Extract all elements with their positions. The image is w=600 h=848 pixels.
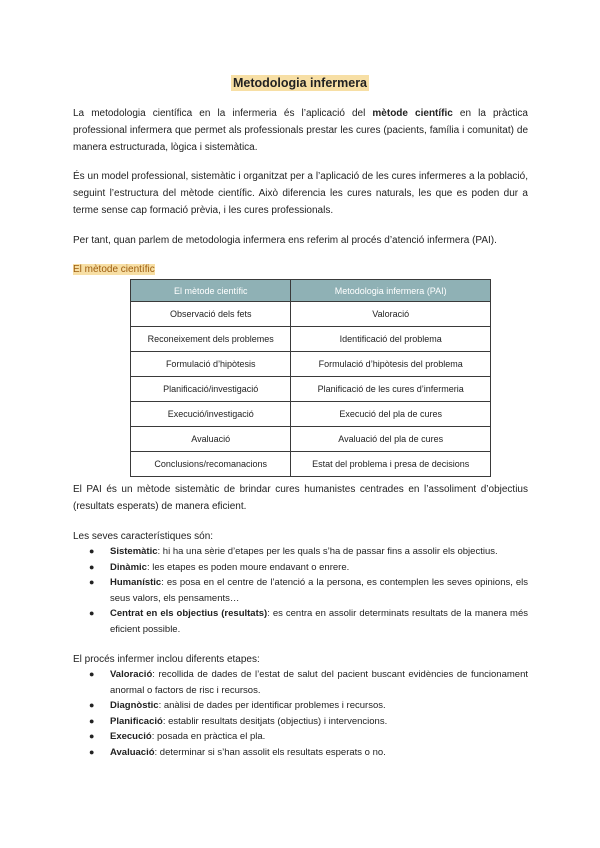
bullet-icon: ● <box>89 746 95 757</box>
intro-p1-a: La metodologia científica en la infermeria és l’aplicació del <box>73 108 373 119</box>
characteristics-intro: Les seves característiques són: <box>73 531 214 542</box>
intro-p1-bold: mètode científic <box>372 108 453 119</box>
table-cell: Execució/investigació <box>131 402 291 427</box>
characteristics-list <box>89 544 528 637</box>
list-item-term: Valoració <box>110 669 153 680</box>
list-item <box>89 606 528 637</box>
list-item <box>89 560 528 576</box>
list-item-term: Centrat en els objectius (resultats) <box>110 608 268 619</box>
bullet-icon: ● <box>89 577 95 587</box>
list-item-text: : es posa en el centre de l’atenció a la persona, es contemplen les seves opinions, els seus valors, els pensaments… <box>110 577 528 604</box>
table-cell: Formulació d’hipòtesis <box>131 352 291 377</box>
intro-paragraph-2: És un model professional, sistemàtic i organitzat per a l’aplicació de les cures infermeres a la població, seguint l’estructura del mètode científic. Això diferencia les cures naturals, les que es poden dur a terme sense cap formació prèvia, i les cures professionals. <box>73 171 528 216</box>
list-item-text: : determinar si s’han assolit els resultats esperats o no. <box>154 746 386 758</box>
table-cell: Reconeixement dels problemes <box>131 327 291 352</box>
bullet-icon: ● <box>89 731 95 741</box>
table-row <box>131 402 491 427</box>
table-row <box>131 427 491 452</box>
table-cell: Planificació de les cures d’infermeria <box>291 377 491 402</box>
table-row <box>131 377 491 402</box>
table-cell: Valoració <box>291 302 491 327</box>
intro-paragraph-3: Per tant, quan parlem de metodologia infermera ens referim al procés d’atenció infermera (PAI). <box>73 235 497 246</box>
table-cell: Observació dels fets <box>131 302 291 327</box>
table-cell: Avaluació del pla de cures <box>291 427 491 452</box>
list-item <box>89 729 528 745</box>
list-item <box>89 667 528 698</box>
list-item-term: Planificació <box>110 715 163 727</box>
section-title-text: El mètode científic <box>73 264 155 275</box>
bullet-icon: ● <box>89 715 95 726</box>
bullet-icon: ● <box>89 700 95 710</box>
list-item-text: : establir resultats desitjats (objectius) i intervencions. <box>162 715 388 727</box>
list-item <box>89 745 528 761</box>
list-item-term: Dinàmic <box>110 561 147 573</box>
list-item <box>89 575 528 606</box>
table-cell: Avaluació <box>131 427 291 452</box>
table-header-scientific-method: El mètode científic <box>131 280 291 302</box>
table-cell: Formulació d’hipòtesis del problema <box>291 352 491 377</box>
method-comparison-table <box>130 279 491 477</box>
table-cell: Conclusions/recomanacions <box>131 452 291 477</box>
table-cell: Estat del problema i presa de decisions <box>291 452 491 477</box>
pai-paragraph: El PAI és un mètode sistemàtic de brindar cures humanistes centrades en l’assoliment d’objectius (resultats esperats) de manera eficient. <box>73 484 528 512</box>
page-title <box>0 74 600 92</box>
stages-list <box>89 667 528 760</box>
table-header-row <box>131 280 491 302</box>
table-row <box>131 302 491 327</box>
list-item-text: : posada en pràctica el pla. <box>151 731 266 742</box>
intro-p1-b: en la pràctica professional infermera que permet als professionals prestar les cures (pacients, família i comunitat) de manera estructurada, lògica i sistemàtica. <box>73 108 528 153</box>
list-item <box>89 714 528 730</box>
bullet-icon: ● <box>89 561 95 572</box>
list-item-term: Diagnòstic <box>110 700 159 711</box>
table-row <box>131 352 491 377</box>
table-cell: Planificació/investigació <box>131 377 291 402</box>
bullet-icon: ● <box>89 608 95 618</box>
table-cell: Identificació del problema <box>291 327 491 352</box>
table-header-pai: Metodologia infermera (PAI) <box>291 280 491 302</box>
list-item-text: : hi ha una sèrie d’etapes per les quals s’ha de passar fins a assolir els objectius. <box>157 546 498 557</box>
list-item-text: : les etapes es poden moure endavant o enrere. <box>146 561 350 573</box>
section-title <box>73 264 155 275</box>
list-item-term: Avaluació <box>110 746 155 758</box>
bullet-icon: ● <box>89 546 95 556</box>
table-row <box>131 452 491 477</box>
list-item-text: : recollida de dades de l’estat de salut del pacient buscant evidències de funcionament anormal o factors de risc i recursos. <box>110 669 528 696</box>
list-item-term: Execució <box>110 731 152 742</box>
stages-intro: El procés infermer inclou diferents etapes: <box>73 654 260 665</box>
bullet-icon: ● <box>89 669 95 679</box>
table-cell: Execució del pla de cures <box>291 402 491 427</box>
list-item-term: Humanístic <box>110 577 162 588</box>
list-item <box>89 698 528 714</box>
list-item-text: : anàlisi de dades per identificar problemes i recursos. <box>158 700 386 711</box>
page-title-text: Metodologia infermera <box>232 76 368 90</box>
list-item <box>89 544 528 560</box>
list-item-text: : es centra en assolir determinats resultats de la manera més eficient possible. <box>110 608 528 635</box>
table-row <box>131 327 491 352</box>
intro-paragraph-1 <box>73 105 528 156</box>
list-item-term: Sistemàtic <box>110 546 158 557</box>
